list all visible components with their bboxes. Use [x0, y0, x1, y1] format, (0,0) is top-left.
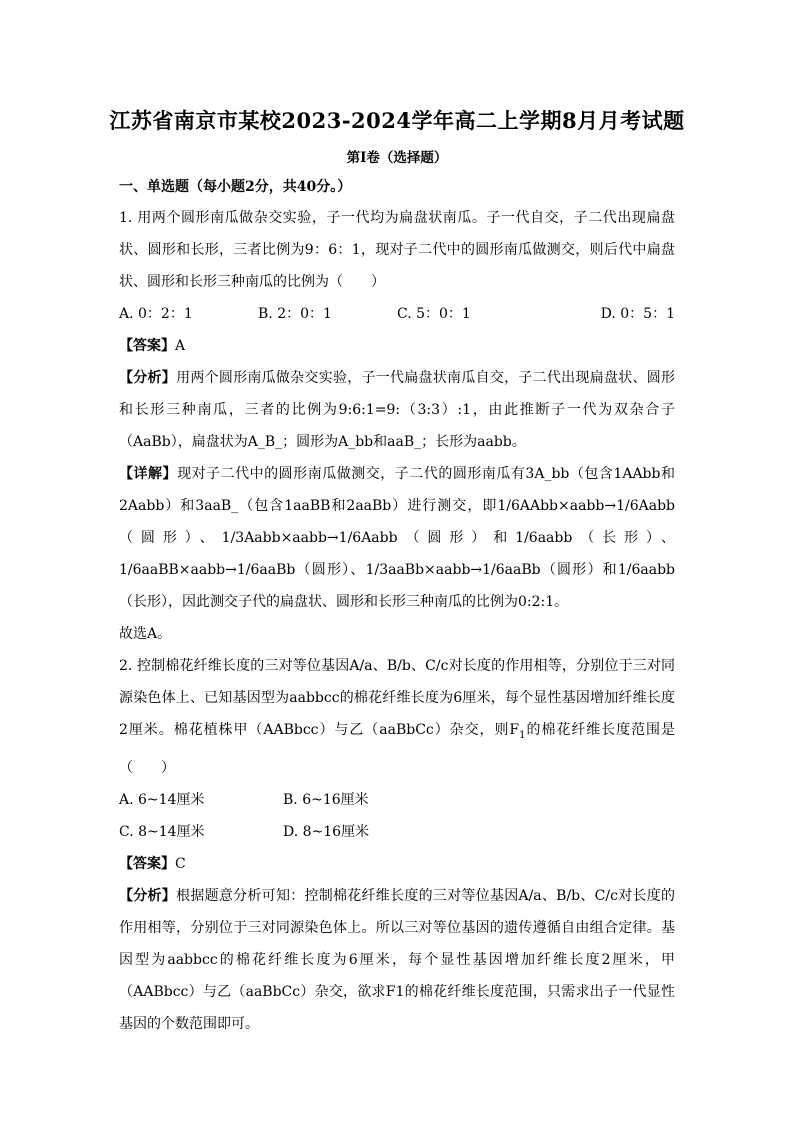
question-2-stem: [119, 650, 675, 784]
option-d: D. 0：5：1: [600, 306, 675, 322]
option-b: B. 6~16厘米: [283, 791, 369, 808]
option-a: A. 6~14厘米: [119, 791, 205, 808]
page-title: 江苏省南京市某校2023-2024学年高二上学期8月月考试题: [109, 108, 685, 133]
answer-label: 【答案】: [119, 855, 175, 872]
option-c: C. 8~14厘米: [119, 823, 205, 840]
stem-part-1: 2. 控制棉花纤维长度的三对等位基因A/a、B/b、C/c对长度的作用相等，分别位于三对同源染色体上、已知基因型为aabbcc的棉花纤维长度为6厘米，每个显性基因增加纤维长度2厘米。棉花植株甲（AABbcc）与乙（aaBbCc）杂交，则F: [119, 658, 675, 738]
option-b: B. 2：0：1: [258, 306, 332, 322]
answer-label: 【答案】: [119, 338, 175, 354]
question-2-options-row-1: [119, 784, 675, 816]
analysis-label: 【分析】: [119, 887, 177, 904]
question-2-options-row-2: [119, 816, 675, 848]
content-body: [119, 176, 675, 1040]
answer-value: C: [175, 855, 186, 872]
option-c: C. 5：0：1: [397, 306, 471, 322]
question-1-options: [119, 298, 675, 330]
answer-value: A: [175, 338, 186, 354]
question-1-analysis: [119, 362, 675, 458]
detail-label: 【详解】: [119, 466, 178, 482]
detail-text: 现对子二代中的圆形南瓜做测交，子二代的圆形南瓜有3A_bb（包含1AAbb和2Aabb）和3aaB_（包含1aaBB和2aaBb）进行测交，即1/6AAbb×aabb→1/6Aabb（圆形）、1/3Aabb×aabb→1/6Aabb（圆形）和1/6aabb（长形）、1/6aaBB×aabb→1/6aaBb（圆形）、1/3aaBb×aabb→1/6aaBb（圆形）和1/6aabb（长形），因此测交子代的扁盘状、圆形和长形三种南瓜的比例为0:2:1。: [119, 466, 675, 610]
analysis-text: 用两个圆形南瓜做杂交实验，子一代扁盘状南瓜自交，子二代出现扁盘状、圆形和长形三种南瓜，三者的比例为9:6:1=9:（3:3）:1，由此推断子一代为双杂合子（AaBb），扁盘状为A_B_；圆形为A_bb和aaB_；长形为aabb。: [119, 370, 676, 450]
option-d: D. 8~16厘米: [283, 823, 370, 840]
question-1-answer: [119, 330, 675, 362]
page-subtitle: 第Ⅰ卷（选择题）: [346, 150, 448, 166]
question-2-analysis: [119, 880, 675, 1040]
question-1-stem: 1. 用两个圆形南瓜做杂交实验，子一代均为扁盘状南瓜。子一代自交，子二代出现扁盘状、圆形和长形，三者比例为9：6：1，现对子二代中的圆形南瓜做测交，则后代中扁盘状、圆形和长形三种南瓜的比例为（ ）: [119, 210, 675, 290]
stem-subscript: 1: [519, 729, 526, 741]
question-1-conclusion: 故选A。: [119, 626, 172, 642]
analysis-label: 【分析】: [119, 370, 177, 386]
option-a: A. 0：2：1: [119, 306, 193, 322]
stem-part-2: 的棉花纤维长度范围是（ ）: [119, 722, 675, 776]
section-heading: 一、单选题（每小题2分，共40分。）: [119, 179, 352, 195]
question-1-detail: [119, 458, 675, 618]
question-2-answer: [119, 848, 675, 880]
analysis-text: 根据题意分析可知：控制棉花纤维长度的三对等位基因A/a、B/b、C/c对长度的作用相等，分别位于三对同源染色体上。所以三对等位基因的遗传遵循自由组合定律。基因型为aabbcc的棉花纤维长度为6厘米，每个显性基因增加纤维长度2厘米，甲（AABbcc）与乙（aaBbCc）杂交，欲求F1的棉花纤维长度范围，只需求出子一代显性基因的个数范围即可。: [119, 887, 676, 1032]
